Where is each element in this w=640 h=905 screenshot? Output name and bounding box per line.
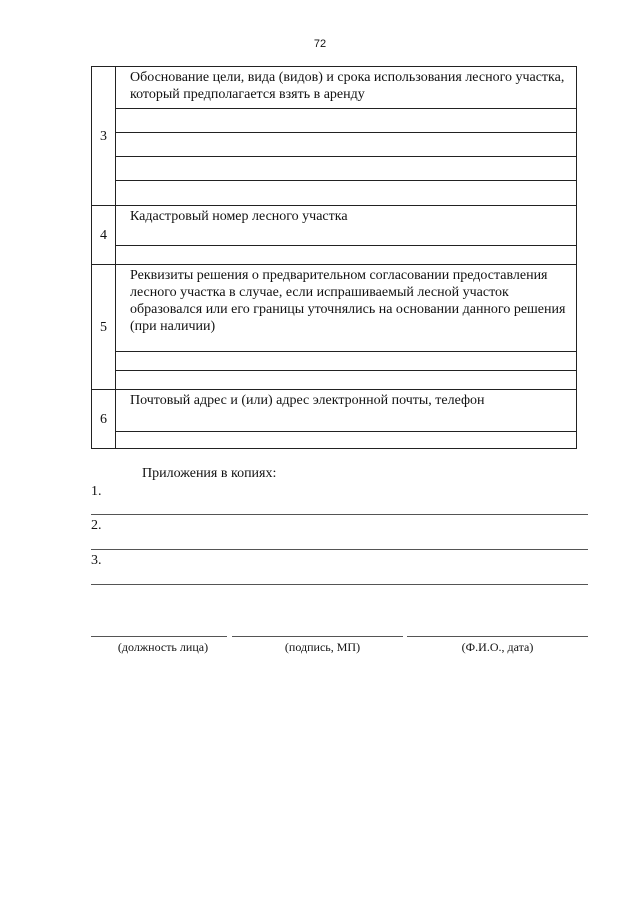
attachment-number: 1. [91, 484, 102, 499]
blank-field[interactable] [116, 109, 577, 133]
attachment-number: 2. [91, 518, 102, 533]
signature-caption: (подпись, МП) [284, 640, 361, 654]
table-row [92, 265, 577, 352]
row-number: 5 [92, 265, 116, 390]
signature-line[interactable] [232, 636, 403, 637]
blank-field[interactable] [116, 352, 577, 371]
attachment-line[interactable] [91, 514, 588, 515]
attachment-line[interactable] [91, 549, 588, 550]
blank-field[interactable] [116, 246, 577, 265]
attachments-title: Приложения в копиях: [142, 466, 277, 481]
page-number: 72 [313, 38, 327, 50]
blank-field[interactable] [116, 181, 577, 206]
blank-field[interactable] [116, 432, 577, 449]
blank-field[interactable] [116, 157, 577, 181]
position-caption: (должность лица) [117, 640, 209, 654]
row-heading: Почтовый адрес и (или) адрес электронной почты, телефон [116, 390, 577, 432]
table-row [92, 67, 577, 109]
name-date-signature-line[interactable] [407, 636, 588, 637]
row-number: 4 [92, 206, 116, 265]
application-table [91, 66, 577, 449]
row-number: 3 [92, 67, 116, 206]
position-signature-line[interactable] [91, 636, 227, 637]
row-heading: Реквизиты решения о предварительном согласовании предоставления лесного участка в случае, если испрашиваемый лесной участок образовался или его границы уточнялись на основании данного решения (при наличии) [116, 265, 577, 352]
row-heading: Обоснование цели, вида (видов) и срока использования лесного участка, который предполагается взять в аренду [116, 67, 577, 109]
table-row [92, 390, 577, 432]
blank-field[interactable] [116, 133, 577, 157]
table-row [92, 206, 577, 246]
attachment-line[interactable] [91, 584, 588, 585]
attachment-number: 3. [91, 553, 102, 568]
row-number: 6 [92, 390, 116, 449]
name-date-caption: (Ф.И.О., дата) [461, 640, 534, 654]
blank-field[interactable] [116, 371, 577, 390]
row-heading: Кадастровый номер лесного участка [116, 206, 577, 246]
